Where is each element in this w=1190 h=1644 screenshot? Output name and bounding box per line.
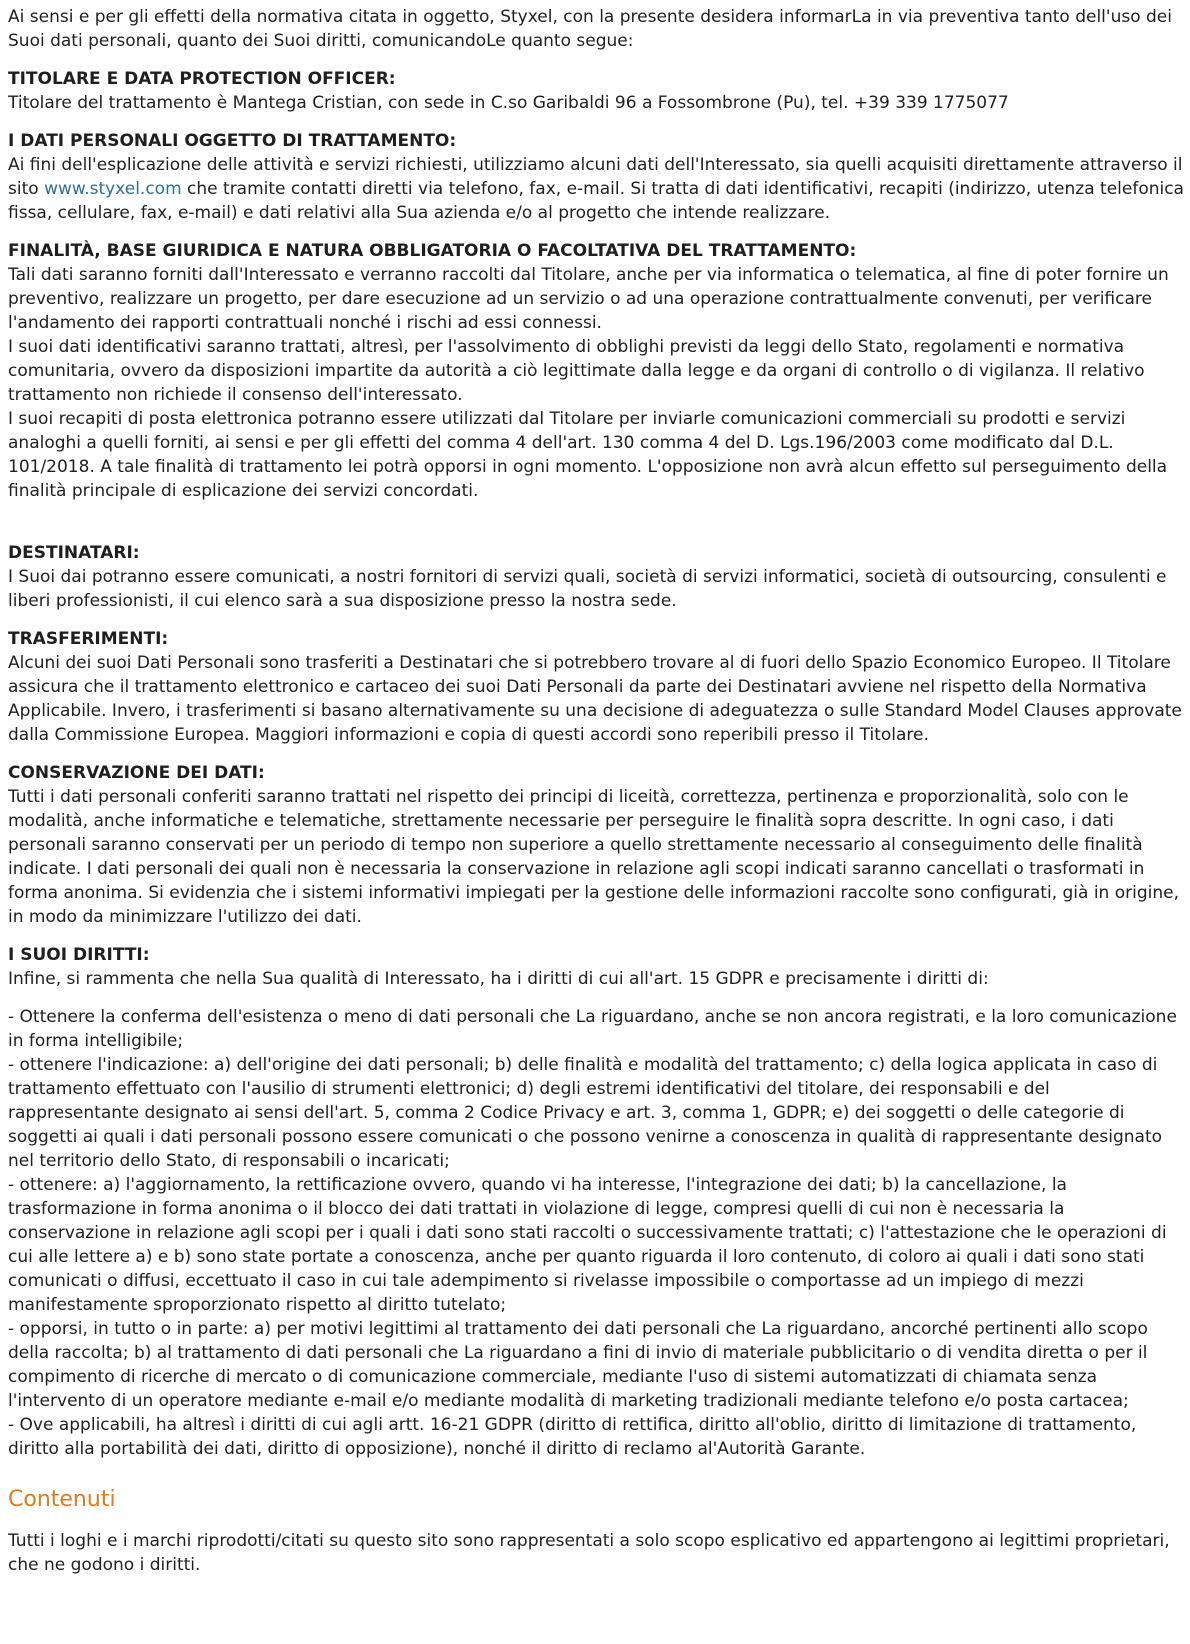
section-trasferimenti [8,627,1184,747]
section-titolare [8,67,1184,115]
rights-list-item: - Ove applicabili, ha altresì i diritti di cui agli artt. 16-21 GDPR (diritto di rettifica, diritto all'oblio, diritto di limitazione di trattamento, diritto alla portabilità dei dati, diritto di opposizione), nonché il diritto di reclamo al'Autorità Garante. [8,1415,1137,1459]
rights-list-item: - ottenere: a) l'aggiornamento, la rettificazione ovvero, quando vi ha interesse, l'integrazione dei dati; b) la cancellazione, la trasformazione in forma anonima o il blocco dei dati trattati in violazione di legge, compresi quelli di cui non è necessaria la conservazione in relazione agli scopi per i quali i dati sono stati raccolti o successivamente trattati; c) l'attestazione che le operazioni di cui alle lettere a) e b) sono state portate a conoscenza, anche per quanto riguarda il loro contenuto, di coloro ai quali i dati sono stati comunicati o diffusi, eccettuato il caso in cui tale adempimento si rivelasse impossibile o comportasse ad un impiego di mezzi manifestamente sproporzionato rispetto al diritto tutelato; [8,1175,1167,1315]
section-text: I suoi dati identificativi saranno trattati, altresì, per l'assolvimento di obblighi previsti da leggi dello Stato, regolamenti e normativa comunitaria, ovvero da disposizioni impartite da autorità a ciò legittimate dalla legge e da organi di controllo o di vigilanza. Il relativo trattamento non richiede il consenso dell'interessato. [8,337,1145,405]
section-heading: FINALITÀ, BASE GIURIDICA E NATURA OBBLIGATORIA O FACOLTATIVA DEL TRATTAMENTO: [8,241,857,261]
section-text: Tutti i loghi e i marchi riprodotti/citati su questo sito sono rappresentati a solo scopo esplicativo ed appartengono ai legittimi proprietari, che ne godono i diritti. [8,1531,1170,1575]
section-dati-personali [8,129,1184,225]
section-text: Alcuni dei suoi Dati Personali sono trasferiti a Destinatari che si potrebbero trovare al di fuori dello Spazio Economico Europeo. Il Titolare assicura che il trattamento elettronico e cartaceo dei suoi Dati Personali da parte dei Destinatari avviene nel rispetto della Normativa Applicabile. Invero, i trasferimenti si basano alternativamente su una decisione di adeguatezza o sulle Standard Model Clauses approvate dalla Commissione Europea. Maggiori informazioni e copia di questi accordi sono reperibili presso il Titolare. [8,653,1182,745]
text-before-link: Ai fini dell'esplicazione delle attività e servizi richiesti, utilizziamo alcuni dati dell'Interessato, sia quelli acquisiti direttamente attraverso il sito [8,155,1183,199]
intro-paragraph: Ai sensi e per gli effetti della normativa citata in oggetto, Styxel, con la presente desidera informarLa in via preventiva tanto dell'uso dei Suoi dati personali, quanto dei Suoi diritti, comunicandoLe quanto segue: [8,7,1172,51]
section-conservazione [8,761,1184,929]
rights-list-item: - opporsi, in tutto o in parte: a) per motivi legittimi al trattamento dei dati personali che La riguardano, ancorché pertinenti allo scopo della raccolta; b) al trattamento di dati personali che La riguardano a fini di invio di materiale pubblicitario o di vendita diretta o per il compimento di ricerche di mercato o di comunicazione commerciale, mediante l'uso di sistemi automatizzati di chiamata senza l'intervento di un operatore mediante e-mail e/o mediante modalità di marketing tradizionali mediante telefono e/o posta cartacea; [8,1319,1148,1411]
section-heading: CONSERVAZIONE DEI DATI: [8,763,265,783]
section-text: Titolare del trattamento è Mantega Cristian, con sede in C.so Garibaldi 96 a Fossombrone (Pu), tel. +39 339 1775077 [8,93,1009,113]
section-destinatari [8,541,1184,613]
section-finalita [8,239,1184,503]
contenuti-heading: Contenuti [8,1487,116,1512]
section-text: Tali dati saranno forniti dall'Interessato e verranno raccolti dal Titolare, anche per via informatica o telematica, al fine di poter fornire un preventivo, realizzare un progetto, per dare esecuzione ad un servizio o ad una operazione contrattualmente convenuti, per verificare l'andamento dei rapporti contrattuali nonché i rischi ad essi connessi. [8,265,1169,333]
section-text: I suoi recapiti di posta elettronica potranno essere utilizzati dal Titolare per inviarle comunicazioni commerciali su prodotti e servizi analoghi a quelli forniti, ai sensi e per gli effetti del comma 4 dell'art. 130 comma 4 del D. Lgs.196/2003 come modificato dal D.L. 101/2018. A tale finalità di trattamento lei potrà opporsi in ogni momento. L'opposizione non avrà alcun effetto sul perseguimento della finalità principale di esplicazione dei servizi concordati. [8,409,1168,501]
section-contenuti [8,1485,1184,1577]
section-text: I Suoi dai potranno essere comunicati, a nostri fornitori di servizi quali, società di servizi informatici, società di outsourcing, consulenti e liberi professionisti, il cui elenco sarà a sua disposizione presso la nostra sede. [8,567,1167,611]
rights-list-item: - Ottenere la conferma dell'esistenza o meno di dati personali che La riguardano, anche se non ancora registrati, e la loro comunicazione in forma intelligibile; [8,1007,1177,1051]
section-heading: TITOLARE E DATA PROTECTION OFFICER: [8,69,396,89]
section-text [8,153,1184,225]
section-text: Tutti i dati personali conferiti saranno trattati nel rispetto dei principi di liceità, correttezza, pertinenza e proporzionalità, solo con le modalità, anche informatiche e telematiche, strettamente necessarie per perseguire le finalità sopra descritte. In ogni caso, i dati personali saranno conservati per un periodo di tempo non superiore a quello strettamente necessario al conseguimento delle finalità indicate. I dati personali dei quali non è necessaria la conservazione in relazione agli scopi indicati saranno cancellati o trasformati in forma anonima. Si evidenzia che i sistemi informativi impiegati per la gestione delle informazioni raccolte sono configurati, già in origine, in modo da minimizzare l'utilizzo dei dati. [8,787,1179,927]
section-heading: TRASFERIMENTI: [8,629,169,649]
section-heading: I SUOI DIRITTI: [8,945,150,965]
section-heading: I DATI PERSONALI OGGETTO DI TRATTAMENTO: [8,131,457,151]
section-heading: DESTINATARI: [8,543,140,563]
section-text: Infine, si rammenta che nella Sua qualità di Interessato, ha i diritti di cui all'art. 15 GDPR e precisamente i diritti di: [8,969,989,989]
website-link[interactable]: www.styxel.com [44,179,182,199]
section-diritti [8,943,1184,1461]
text-after-link: che tramite contatti diretti via telefono, fax, e-mail. Si tratta di dati identificativi, recapiti (indirizzo, utenza telefonica fissa, cellulare, fax, e-mail) e dati relativi alla Sua azienda e/o al progetto che intende realizzare. [8,179,1184,223]
rights-list-item: - ottenere l'indicazione: a) dell'origine dei dati personali; b) delle finalità e modalità del trattamento; c) della logica applicata in caso di trattamento effettuato con l'ausilio di strumenti elettronici; d) degli estremi identificativi del titolare, dei responsabili e del rappresentante designato ai sensi dell'art. 5, comma 2 Codice Privacy e art. 3, comma 1, GDPR; e) dei soggetti o delle categorie di soggetti ai quali i dati personali possono essere comunicati o che possono venirne a conoscenza in qualità di rappresentante designato nel territorio dello Stato, di responsabili o incaricati; [8,1055,1163,1171]
